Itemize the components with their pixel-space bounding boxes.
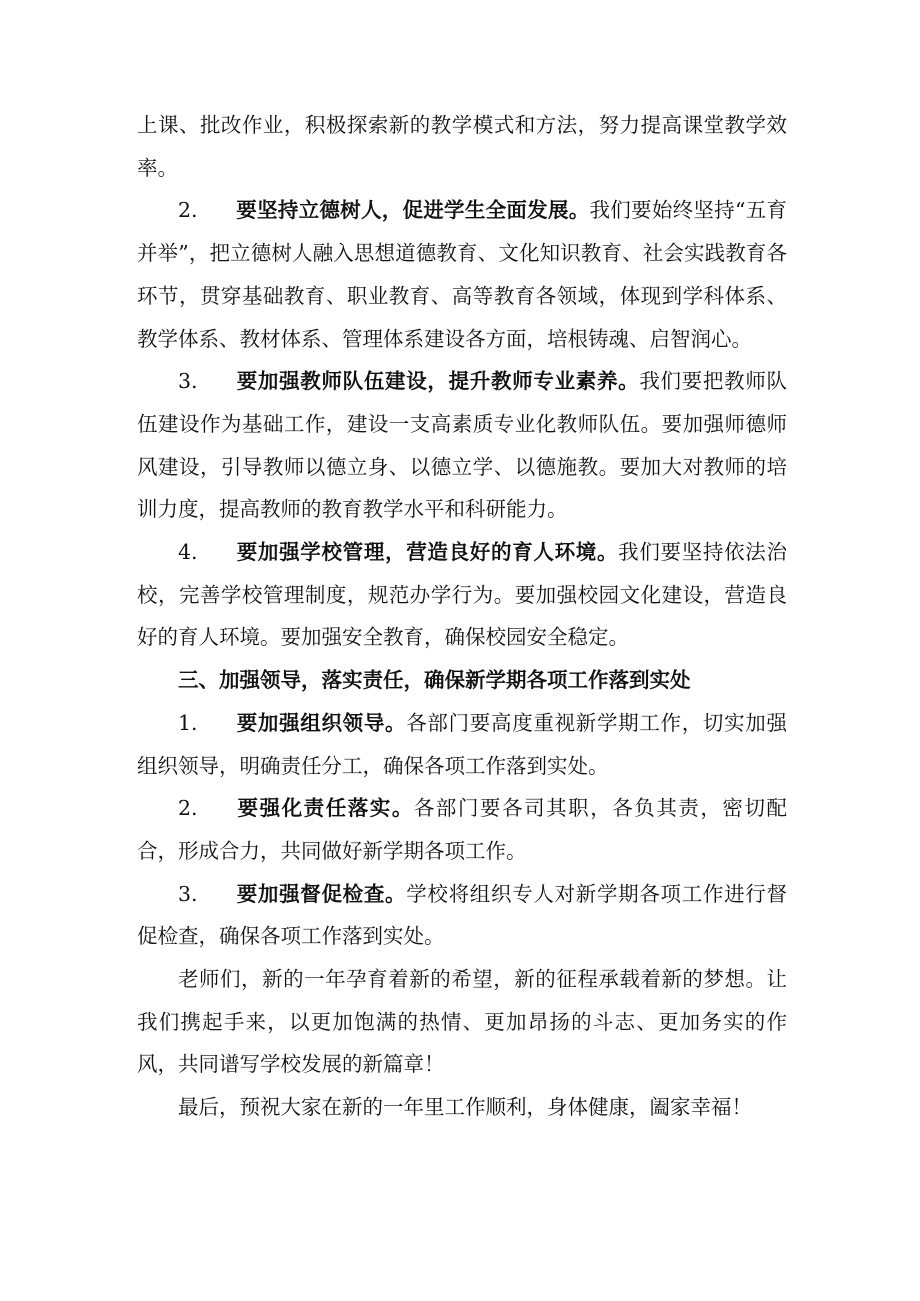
section2-item-3 <box>137 360 787 531</box>
item-number: 2. <box>178 198 198 223</box>
item-title: 要加强教师队伍建设，提升教师专业素养。 <box>236 369 640 394</box>
item-number: 3. <box>178 881 198 906</box>
section3-heading: 三、加强领导，落实责任，确保新学期各项工作落到实处 <box>178 668 691 693</box>
item-title: 要加强督促检查。 <box>236 881 407 906</box>
item-body: 我们要始终坚持“五育并举”，把立德树人融入思想道德教育、文化知识教育、社会实践教育各环节，贯穿基础教育、职业教育、高等教育各领域，体现到学科体系、教学体系、教材体系、管理体系建设各方面，培根铸魂、启智润心。 <box>137 198 788 351</box>
item-number: 4. <box>178 540 198 565</box>
item-body: 学校将组织专人对新学期各项工作进行督促检查，确保各项工作落到实处。 <box>137 881 788 949</box>
item-number: 1. <box>178 710 198 735</box>
item-title: 要坚持立德树人，促进学生全面发展。 <box>236 198 590 223</box>
section3-item-3 <box>137 873 787 958</box>
item-number: 3. <box>178 369 198 394</box>
item-body: 我们要坚持依法治校，完善学校管理制度，规范办学行为。要加强校园文化建设，营造良好的育人环境。要加强安全教育，确保校园安全稳定。 <box>137 540 788 650</box>
item-number: 2. <box>178 796 198 821</box>
document-page <box>137 104 787 1129</box>
section2-item-2 <box>137 189 787 360</box>
item-title: 要强化责任落实。 <box>236 796 414 821</box>
item-title: 要加强组织领导。 <box>236 710 407 735</box>
section2-item-4 <box>137 531 787 659</box>
closing-paragraph: 老师们，新的一年孕育着新的希望，新的征程承载着新的梦想。让我们携起手来，以更加饱满的热情、更加昂扬的斗志、更加务实的作风，共同谱写学校发展的新篇章！ <box>137 967 787 1077</box>
final-wish-paragraph: 最后，预祝大家在新的一年里工作顺利，身体健康，阖家幸福！ <box>178 1095 752 1120</box>
section3-item-2 <box>137 787 787 872</box>
item-body: 各部门要各司其职，各负其责，密切配合，形成合力，共同做好新学期各项工作。 <box>137 796 788 863</box>
section3-item-1 <box>137 702 787 787</box>
item-title: 要加强学校管理，营造良好的育人环境。 <box>236 540 619 565</box>
item-body: 各部门要高度重视新学期工作，切实加强组织领导，明确责任分工，确保各项工作落到实处。 <box>137 710 788 778</box>
item-body: 我们要把教师队伍建设作为基础工作，建设一支高素质专业化教师队伍。要加强师德师风建设，引导教师以德立身、以德立学、以德施教。要加大对教师的培训力度，提高教师的教育教学水平和科研能力。 <box>137 369 788 522</box>
intro-continuation-paragraph: 上课、批改作业，积极探索新的教学模式和方法，努力提高课堂教学效率。 <box>137 113 787 180</box>
